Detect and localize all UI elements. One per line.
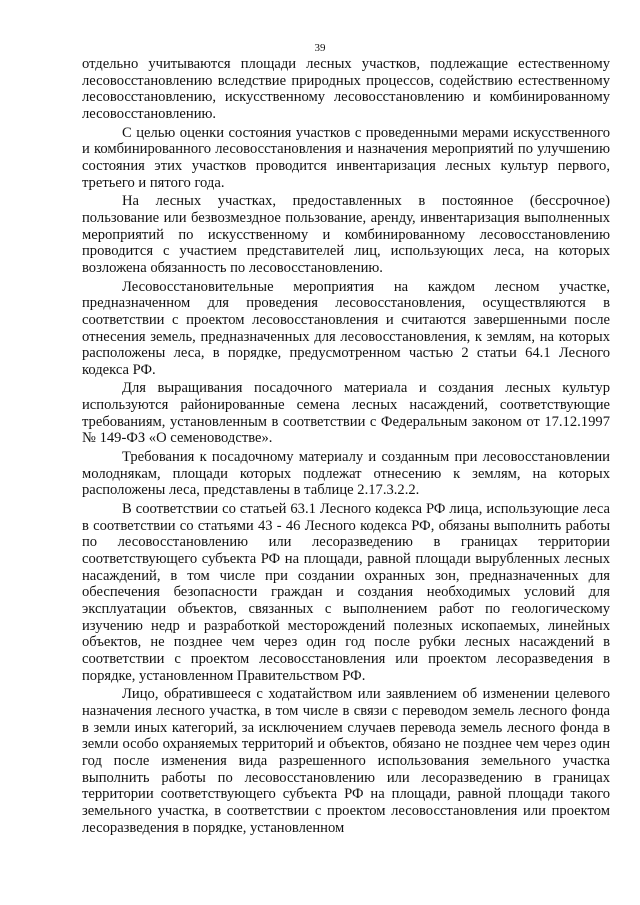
paragraph: отдельно учитываются площади лесных участков, подлежащие естественному лесовосстановлению вследствие природных процессов, содействию естественному лесовосстановлению, искусственному лесовосстановлению и комбинированному лесовосстановлению. xyxy=(82,56,610,122)
body-text xyxy=(82,56,610,836)
paragraph: Лицо, обратившееся с ходатайством или заявлением об изменении целевого назначения лесного участка, в том числе в связи с переводом земель лесного фонда в земли иных категорий, за исключением случаев перевода земель лесного фонда в земли особо охраняемых территорий и объектов, обязано не позднее чем через один год после изменения вида разрешенного использования земельного участка выполнить работы по лесовосстановлению или лесоразведению в границах территории соответствующего субъекта РФ на площади, равной площади такого земельного участка, в соответствии с проектом лесовосстановления или проектом лесоразведения в порядке, установленном xyxy=(82,686,610,836)
paragraph: С целью оценки состояния участков с проведенными мерами искусственного и комбинированного лесовосстановления и назначения мероприятий по улучшению состояния этих участков проводится инвентаризация лесных культур первого, третьего и пятого года. xyxy=(82,124,610,191)
paragraph: На лесных участках, предоставленных в постоянное (бессрочное) пользование или безвозмездное пользование, аренду, инвентаризация выполненных мероприятий по искусственному и комбинированному лесовосстановлению проводится с участием представителей лиц, использующих леса, на которых возложена обязанность по лесовосстановлению. xyxy=(82,193,610,276)
page-number: 39 xyxy=(314,42,326,54)
paragraph: Лесовосстановительные мероприятия на каждом лесном участке, предназначенном для проведения лесовосстановления, осуществляются в соответствии с проектом лесовосстановления и считаются завершенными после отнесения земель, предназначенных для лесовосстановления, к землям, на которых расположены леса, в порядке, предусмотренном частью 2 статьи 64.1 Лесного кодекса РФ. xyxy=(82,278,610,378)
paragraph: Для выращивания посадочного материала и создания лесных культур используются районированные семена лесных насаждений, соответствующие требованиям, установленным в соответствии с Федеральным законом от 17.12.1997 № 149-ФЗ «О семеноводстве». xyxy=(82,380,610,447)
paragraph: Требования к посадочному материалу и созданным при лесовосстановлении молоднякам, площади которых подлежат отнесению к землям, на которых расположены леса, представлены в таблице 2.17.3.2.2. xyxy=(82,449,610,499)
paragraph: В соответствии со статьей 63.1 Лесного кодекса РФ лица, использующие леса в соответствии со статьями 43 - 46 Лесного кодекса РФ, обязаны выполнить работы по лесовосстановлению или лесоразведению в границах территории соответствующего субъекта РФ на площади, равной площади вырубленных лесных насаждений, в том числе при создании охранных зон, предназначенных для обеспечения безопасности граждан и создания необходимых условий для эксплуатации объектов, связанных с выполнением работ по геологическому изучению недр и разработкой месторождений полезных ископаемых, линейных объектов, не позднее чем через один год после рубки лесных насаждений в соответствии с проектом лесовосстановления или проектом лесоразведения в порядке, установленном Правительством РФ. xyxy=(82,501,610,684)
